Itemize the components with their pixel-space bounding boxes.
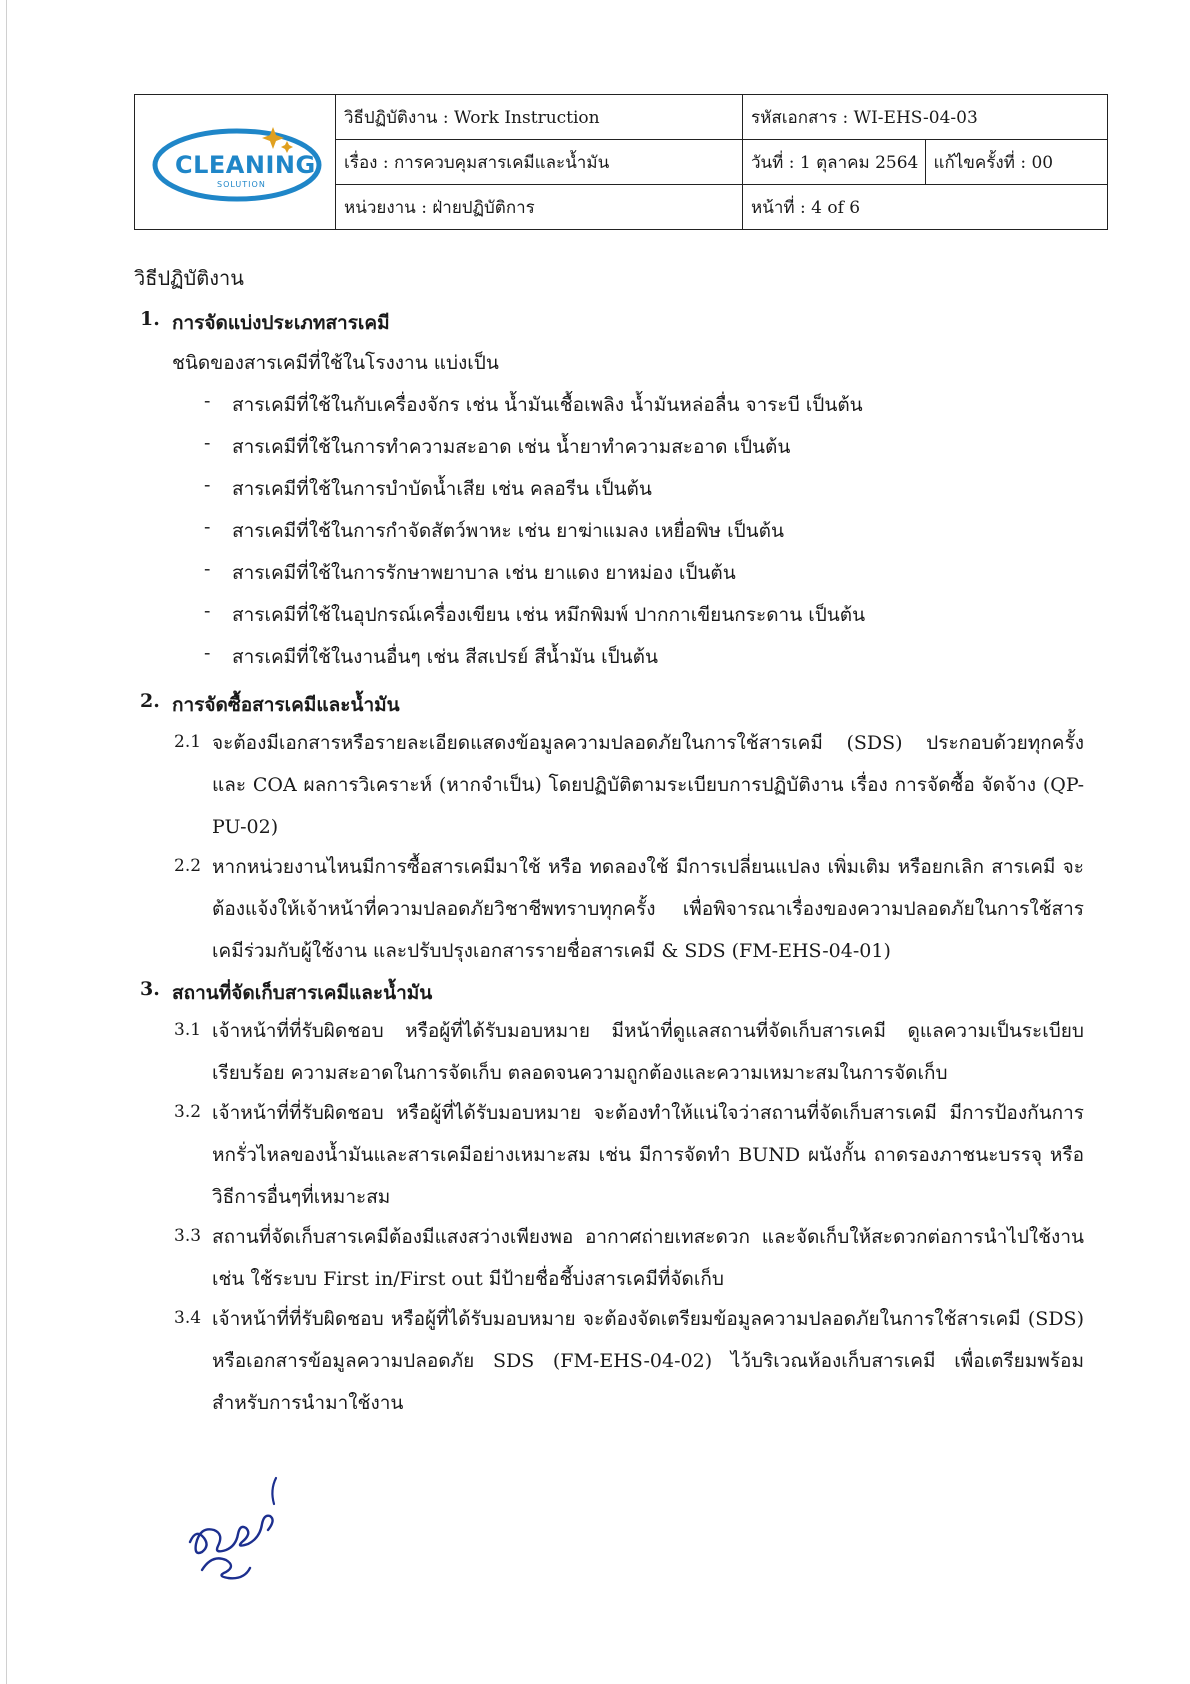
subsection-2-2 [174, 854, 1084, 972]
subsection-number: 3.2 [174, 1102, 202, 1122]
handwritten-signature [180, 1472, 300, 1596]
list-item: - สารเคมีที่ใช้ในการกำจัดสัตว์พาหะ เช่น ยาฆ่าแมลง เหยื่อพิษ เป็นต้น [204, 516, 1084, 558]
logo-text: CLEANING [175, 151, 316, 179]
section-number: 2. [140, 690, 160, 712]
logo-subtext: SOLUTION [217, 180, 266, 189]
sparkle-icon [262, 127, 284, 149]
list-item: - สารเคมีที่ใช้ในอุปกรณ์เครื่องเขียน เช่น หมึกพิมพ์ ปากกาเขียนกระดาน เป็นต้น [204, 600, 1084, 642]
subsection-text: เจ้าหน้าที่ที่รับผิดชอบ หรือผู้ที่ได้รับมอบหมาย มีหน้าที่ดูแลสถานที่จัดเก็บสารเคมี ดูแลความเป็นระเบียบเรียบร้อย ความสะอาดในการจัดเก็บ ตลอดจนความถูกต้องและความเหมาะสมในการจัดเก็บ [212, 1020, 1084, 1084]
subsection-3-1 [174, 1018, 1084, 1094]
list-item-text: สารเคมีที่ใช้ในการรักษาพยาบาล เช่น ยาแดง ยาหม่อง เป็นต้น [232, 562, 736, 584]
list-item: - สารเคมีที่ใช้ในการทำความสะอาด เช่น น้ำยาทำความสะอาด เป็นต้น [204, 432, 1084, 474]
signature-icon [180, 1472, 300, 1592]
list-item: - สารเคมีที่ใช้ในการบำบัดน้ำเสีย เช่น คลอรีน เป็นต้น [204, 474, 1084, 516]
list-item-text: สารเคมีที่ใช้ในการบำบัดน้ำเสีย เช่น คลอรีน เป็นต้น [232, 478, 652, 500]
section-1-intro: ชนิดของสารเคมีที่ใช้ในโรงงาน แบ่งเป็น [172, 352, 499, 374]
section-number: 1. [140, 308, 160, 330]
subsection-number: 3.1 [174, 1020, 202, 1040]
list-item: - สารเคมีที่ใช้ในกับเครื่องจักร เช่น น้ำมันเชื้อเพลิง น้ำมันหล่อลื่น จาระบี เป็นต้น [204, 390, 1084, 432]
logo-cell [135, 95, 336, 230]
subsection-number: 3.3 [174, 1226, 202, 1246]
list-item-text: สารเคมีที่ใช้ในอุปกรณ์เครื่องเขียน เช่น หมึกพิมพ์ ปากกาเขียนกระดาน เป็นต้น [232, 604, 866, 626]
section-title: การจัดซื้อสารเคมีและน้ำมัน [172, 694, 400, 716]
list-item-text: สารเคมีที่ใช้ในการทำความสะอาด เช่น น้ำยาทำความสะอาด เป็นต้น [232, 436, 791, 458]
subsection-text: จะต้องมีเอกสารหรือรายละเอียดแสดงข้อมูลความปลอดภัยในการใช้สารเคมี (SDS) ประกอบด้วยทุกครั้ง และ COA ผลการวิเคราะห์ (หากจำเป็น) โดยปฏิบัติตามระเบียบการปฏิบัติงาน เรื่อง การจัดซื้อ จัดจ้าง (QP-PU-02) [212, 732, 1084, 838]
list-item: - สารเคมีที่ใช้ในงานอื่นๆ เช่น สีสเปรย์ สีน้ำมัน เป็นต้น [204, 642, 1084, 684]
subsection-2-1 [174, 730, 1084, 848]
list-item: - สารเคมีที่ใช้ในการรักษาพยาบาล เช่น ยาแดง ยาหม่อง เป็นต้น [204, 558, 1084, 600]
document-header-table [134, 94, 1108, 230]
section-3-heading [140, 978, 1084, 1008]
subject-cell: เรื่อง : การควบคุมสารเคมีและน้ำมัน [336, 140, 743, 185]
list-item-text: สารเคมีที่ใช้ในกับเครื่องจักร เช่น น้ำมันเชื้อเพลิง น้ำมันหล่อลื่น จาระบี เป็นต้น [232, 394, 863, 416]
subsection-3-3 [174, 1224, 1084, 1300]
section-title: สถานที่จัดเก็บสารเคมีและน้ำมัน [172, 982, 433, 1004]
page-number-cell: หน้าที่ : 4 of 6 [743, 185, 1108, 230]
subsection-3-4 [174, 1306, 1084, 1424]
page-edge-line [6, 0, 7, 1684]
subsection-text: หากหน่วยงานไหนมีการซื้อสารเคมีมาใช้ หรือ ทดลองใช้ มีการเปลี่ยนแปลง เพิ่มเติม หรือยกเลิก สารเคมี จะต้องแจ้งให้เจ้าหน้าที่ความปลอดภัยวิชาชีพทราบทุกครั้ง เพื่อพิจารณาเรื่องของความปลอดภัยในการใช้สารเคมีร่วมกับผู้ใช้งาน และปรับปรุงเอกสารรายชื่อสารเคมี & SDS (FM-EHS-04-01) [212, 856, 1084, 962]
list-item-text: สารเคมีที่ใช้ในการกำจัดสัตว์พาหะ เช่น ยาฆ่าแมลง เหยื่อพิษ เป็นต้น [232, 520, 784, 542]
subsection-text: สถานที่จัดเก็บสารเคมีต้องมีแสงสว่างเพียงพอ อากาศถ่ายเทสะดวก และจัดเก็บให้สะดวกต่อการนำไปใช้งาน เช่น ใช้ระบบ First in/First out มีป้ายชื่อชี้บ่งสารเคมีที่จัดเก็บ [212, 1226, 1084, 1290]
body-title: วิธีปฏิบัติงาน [134, 266, 244, 290]
subsection-text: เจ้าหน้าที่ที่รับผิดชอบ หรือผู้ที่ได้รับมอบหมาย จะต้องจัดเตรียมข้อมูลความปลอดภัยในการใช้สารเคมี (SDS) หรือเอกสารข้อมูลความปลอดภัย SDS (FM-EHS-04-02) ไว้บริเวณห้องเก็บสารเคมี เพื่อเตรียมพร้อมสำหรับการนำมาใช้งาน [212, 1308, 1084, 1414]
subsection-3-2 [174, 1100, 1084, 1218]
company-logo [145, 107, 325, 217]
section-1-heading [140, 308, 1084, 338]
chemical-type-list [204, 390, 1084, 684]
subsection-text: เจ้าหน้าที่ที่รับผิดชอบ หรือผู้ที่ได้รับมอบหมาย จะต้องทำให้แน่ใจว่าสถานที่จัดเก็บสารเคมี มีการป้องกันการหกรั่วไหลของน้ำมันและสารเคมีอย่างเหมาะสม เช่น มีการจัดทำ BUND ผนังกั้น ถาดรองภาชนะบรรจุ หรือวิธีการอื่นๆที่เหมาะสม [212, 1102, 1084, 1208]
department-cell: หน่วยงาน : ฝ่ายปฏิบัติการ [336, 185, 743, 230]
date-cell: วันที่ : 1 ตุลาคม 2564 [743, 140, 926, 185]
subsection-number: 2.1 [174, 732, 202, 752]
section-title: การจัดแบ่งประเภทสารเคมี [172, 312, 390, 334]
document-body [134, 262, 1084, 1430]
doc-code-cell: รหัสเอกสาร : WI-EHS-04-03 [743, 95, 1108, 140]
section-2-heading [140, 690, 1084, 720]
subsection-number: 2.2 [174, 856, 202, 876]
subsection-number: 3.4 [174, 1308, 202, 1328]
list-item-text: สารเคมีที่ใช้ในงานอื่นๆ เช่น สีสเปรย์ สีน้ำมัน เป็นต้น [232, 646, 658, 668]
doc-type-cell: วิธีปฏิบัติงาน : Work Instruction [336, 95, 743, 140]
section-number: 3. [140, 978, 160, 1000]
revision-cell: แก้ไขครั้งที่ : 00 [925, 140, 1108, 185]
